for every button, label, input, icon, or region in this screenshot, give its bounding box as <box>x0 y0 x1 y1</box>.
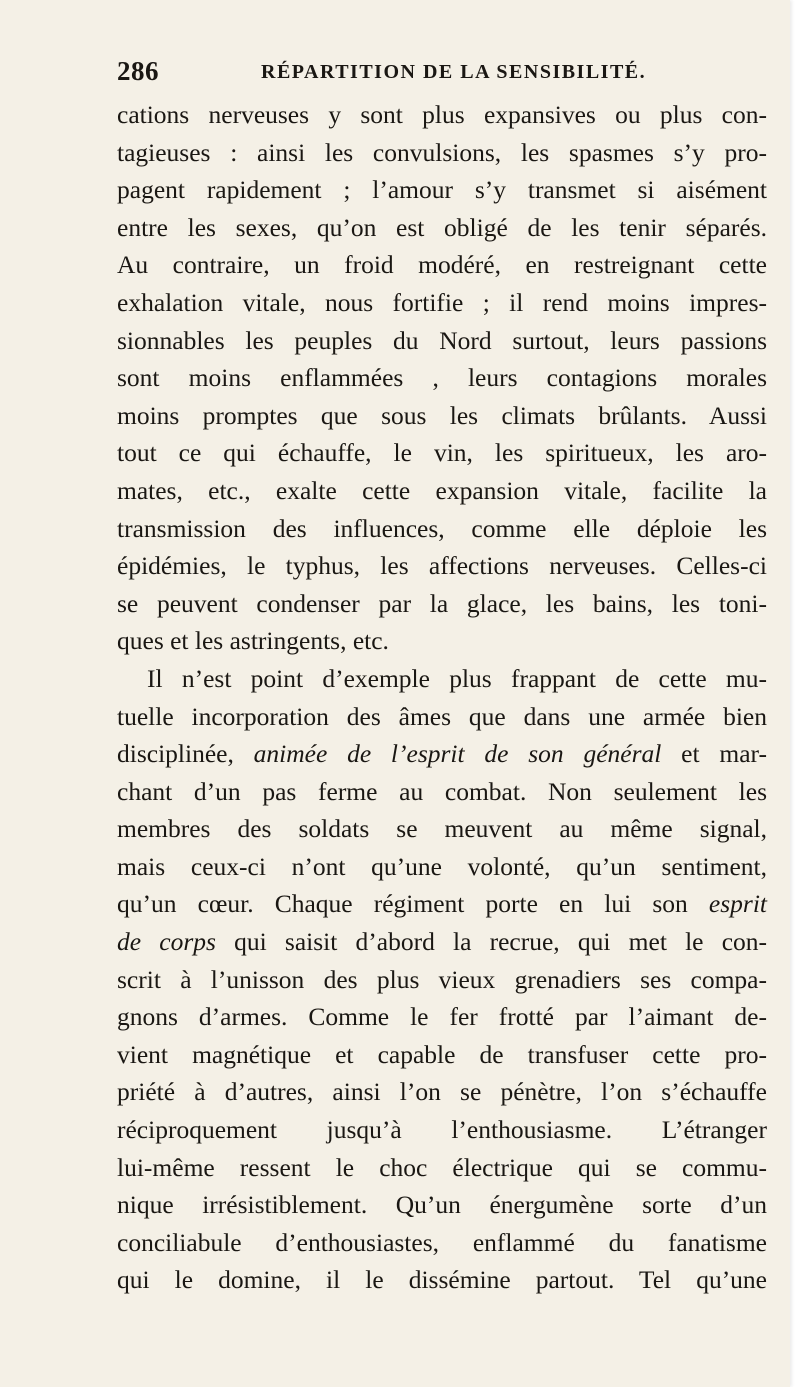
text-segment: épidémies, le typhus, les affections nerveuses. Celles-ci <box>117 551 767 581</box>
text-segment: réciproquement jusqu’à l’enthousiasme. L’étranger <box>117 1115 767 1145</box>
text-line <box>117 547 767 585</box>
text-segment: exhalation vitale, nous fortifie ; il rend moins impres- <box>117 287 767 317</box>
text-segment: sont moins enflammées , leurs contagions morales <box>117 363 767 393</box>
text-line <box>117 1186 767 1224</box>
text-line <box>117 1111 767 1149</box>
text-segment: disciplinée, <box>117 739 254 769</box>
italic-segment: esprit <box>708 889 767 919</box>
text-segment: priété à d’autres, ainsi l’on se pénètre, l’on s’échauffe <box>117 1077 767 1107</box>
text-segment: mais ceux-ci n’ont qu’une volonté, qu’un sentiment, <box>117 851 767 881</box>
text-line <box>117 134 767 172</box>
text-line <box>117 961 767 999</box>
text-segment: moins promptes que sous les climats brûlants. Aussi <box>117 400 767 430</box>
body-text <box>117 96 767 1299</box>
text-segment: mates, etc., exalte cette expansion vitale, facilite la <box>117 475 767 505</box>
page-number: 286 <box>117 56 159 86</box>
running-head: RÉPARTITION DE LA SENSIBILITÉ. <box>261 61 647 83</box>
text-segment: nique irrésistiblement. Qu’un énergumène sorte d’un <box>117 1190 767 1220</box>
text-line <box>117 923 767 961</box>
text-line <box>117 510 767 548</box>
text-line <box>117 998 767 1036</box>
text-line <box>117 698 767 736</box>
text-segment: gnons d’armes. Comme le fer frotté par l’aimant de- <box>117 1002 767 1032</box>
text-segment: conciliabule d’enthousiastes, enflammé du fanatisme <box>117 1227 767 1257</box>
text-line <box>117 810 767 848</box>
text-line <box>117 434 767 472</box>
text-segment: qu’un cœur. Chaque régiment porte en lui son <box>117 889 709 919</box>
text-line <box>117 246 767 284</box>
text-line <box>117 1073 767 1111</box>
text-segment: tout ce qui échauffe, le vin, les spiritueux, les aro- <box>117 438 767 468</box>
text-line <box>117 472 767 510</box>
text-segment: lui-même ressent le choc électrique qui se commu- <box>117 1152 767 1182</box>
text-line <box>117 848 767 886</box>
text-line <box>117 96 767 134</box>
text-line <box>117 622 767 660</box>
text-segment: ques et les astringents, etc. <box>117 626 389 656</box>
text-line <box>117 660 767 698</box>
text-line <box>117 1224 767 1262</box>
text-line <box>117 171 767 209</box>
text-line <box>117 885 767 923</box>
text-line <box>117 1149 767 1187</box>
text-line <box>117 1036 767 1074</box>
text-segment: scrit à l’unisson des plus vieux grenadiers ses compa- <box>117 964 767 994</box>
text-segment: transmission des influences, comme elle déploie les <box>117 513 767 543</box>
text-segment: chant d’un pas ferme au combat. Non seulement les <box>117 776 767 806</box>
text-segment: pagent rapidement ; l’amour s’y transmet si aisément <box>117 175 767 205</box>
text-line <box>117 359 767 397</box>
text-segment: tagieuses : ainsi les convulsions, les spasmes s’y pro- <box>117 137 767 167</box>
text-segment: se peuvent condenser par la glace, les bains, les toni- <box>117 588 767 618</box>
text-segment: sionnables les peuples du Nord surtout, leurs passions <box>117 325 767 355</box>
text-segment: tuelle incorporation des âmes que dans une armée bien <box>117 701 767 731</box>
text-line <box>117 735 767 773</box>
text-segment: et mar- <box>661 739 767 769</box>
text-segment: vient magnétique et capable de transfuser cette pro- <box>117 1039 767 1069</box>
text-segment: qui le domine, il le dissémine partout. Tel qu’une <box>117 1265 767 1295</box>
page-header <box>117 56 764 92</box>
text-line <box>117 585 767 623</box>
text-segment: Il n’est point d’exemple plus frappant de cette mu- <box>147 663 767 693</box>
text-line <box>117 284 767 322</box>
text-line <box>117 773 767 811</box>
text-line <box>117 209 767 247</box>
italic-segment: de corps <box>117 927 216 957</box>
text-segment: membres des soldats se meuvent au même signal, <box>117 814 767 844</box>
text-segment: Au contraire, un froid modéré, en restreignant cette <box>117 250 767 280</box>
text-line <box>117 397 767 435</box>
text-segment: entre les sexes, qu’on est obligé de les tenir séparés. <box>117 212 767 242</box>
text-segment: qui saisit d’abord la recrue, qui met le con- <box>215 927 768 957</box>
italic-segment: animée de l’esprit de son général <box>253 739 662 769</box>
text-segment: cations nerveuses y sont plus expansives ou plus con- <box>117 100 767 129</box>
text-line <box>117 322 767 360</box>
text-line <box>117 1261 767 1299</box>
